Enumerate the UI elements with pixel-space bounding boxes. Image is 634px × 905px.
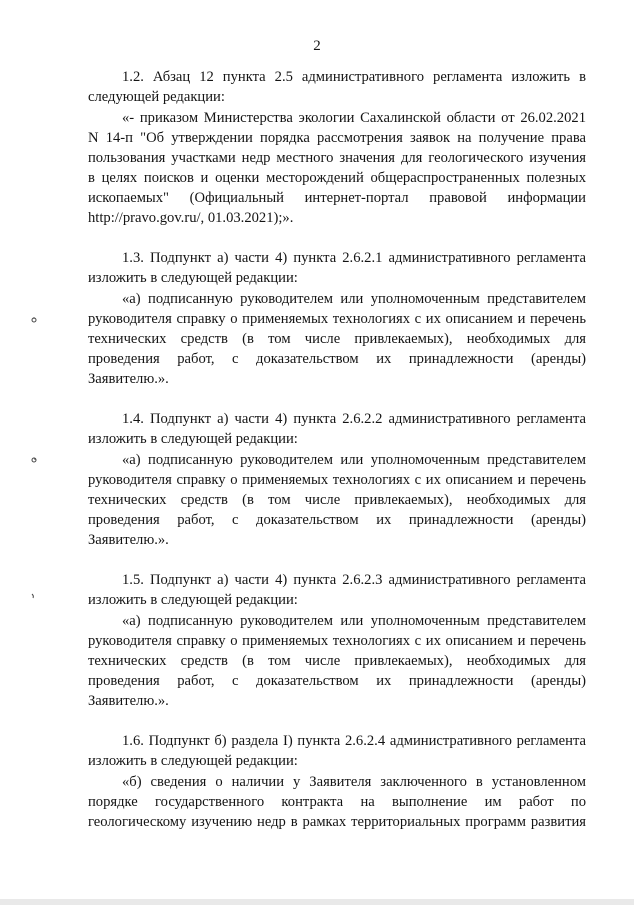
para-1-6-line: изложить в следующей редакции: — [88, 753, 298, 769]
para-1-2-line: «- приказом Министерства экологии Сахалинской области от 26.02.2021 — [122, 110, 586, 126]
scan-bottom-edge — [0, 899, 634, 905]
para-1-2-line: 1.2. Абзац 12 пункта 2.5 административного регламента изложить в — [122, 69, 586, 85]
para-1-4-line: руководителя справку о применяемых технологиях с их описанием и перечень — [88, 472, 586, 488]
para-1-6-line: 1.6. Подпункт б) раздела I) пункта 2.6.2.4 административного регламента — [122, 733, 586, 749]
scan-mark — [30, 456, 38, 464]
para-1-6-line: порядке государственного контракта на выполнение им работ по — [88, 794, 586, 810]
para-1-4-line: проведения работ, с доказательством их принадлежности (аренды) — [88, 512, 586, 528]
para-1-3-line: «а) подписанную руководителем или уполномоченным представителем — [122, 291, 586, 307]
para-1-3-line: технических средств (в том числе привлекаемых), необходимых для — [88, 331, 586, 347]
para-1-2-line: в целях поисков и оценки месторождений общераспространенных полезных — [88, 170, 586, 186]
para-1-3-line: Заявителю.». — [88, 371, 169, 387]
para-1-3-line: руководителя справку о применяемых технологиях с их описанием и перечень — [88, 311, 586, 327]
para-1-5-line: 1.5. Подпункт а) части 4) пункта 2.6.2.3 административного регламента — [122, 572, 586, 588]
para-1-4-line: «а) подписанную руководителем или уполномоченным представителем — [122, 452, 586, 468]
para-1-4-line: Заявителю.». — [88, 532, 169, 548]
para-1-6-line: «б) сведения о наличии у Заявителя заключенного в установленном — [122, 774, 586, 790]
para-1-5-line: изложить в следующей редакции: — [88, 592, 298, 608]
para-1-3-line: проведения работ, с доказательством их принадлежности (аренды) — [88, 351, 586, 367]
para-1-2-line: пользования участками недр местного значения для геологического изучения — [88, 150, 586, 166]
para-1-2-line: следующей редакции: — [88, 89, 225, 105]
para-1-4-line: изложить в следующей редакции: — [88, 431, 298, 447]
para-1-3-line: 1.3. Подпункт а) части 4) пункта 2.6.2.1 административного регламента — [122, 250, 586, 266]
para-1-5-line: руководителя справку о применяемых технологиях с их описанием и перечень — [88, 633, 586, 649]
para-1-5-line: «а) подписанную руководителем или уполномоченным представителем — [122, 613, 586, 629]
para-1-6-line: геологическому изучению недр в рамках территориальных программ развития — [88, 814, 586, 830]
para-1-2-line: http://pravo.gov.ru/, 01.03.2021);». — [88, 210, 294, 226]
scan-mark — [30, 316, 38, 324]
para-1-3-line: изложить в следующей редакции: — [88, 270, 298, 286]
para-1-4-line: 1.4. Подпункт а) части 4) пункта 2.6.2.2 административного регламента — [122, 411, 586, 427]
scan-mark — [30, 592, 38, 600]
para-1-5-line: проведения работ, с доказательством их принадлежности (аренды) — [88, 673, 586, 689]
para-1-5-line: Заявителю.». — [88, 693, 169, 709]
para-1-2-line: N 14-п "Об утверждении порядка рассмотрения заявок на получение права — [88, 130, 586, 146]
para-1-5-line: технических средств (в том числе привлекаемых), необходимых для — [88, 653, 586, 669]
para-1-2-line: ископаемых" (Официальный интернет-портал правовой информации — [88, 190, 586, 206]
page-number: 2 — [313, 38, 321, 54]
para-1-4-line: технических средств (в том числе привлекаемых), необходимых для — [88, 492, 586, 508]
